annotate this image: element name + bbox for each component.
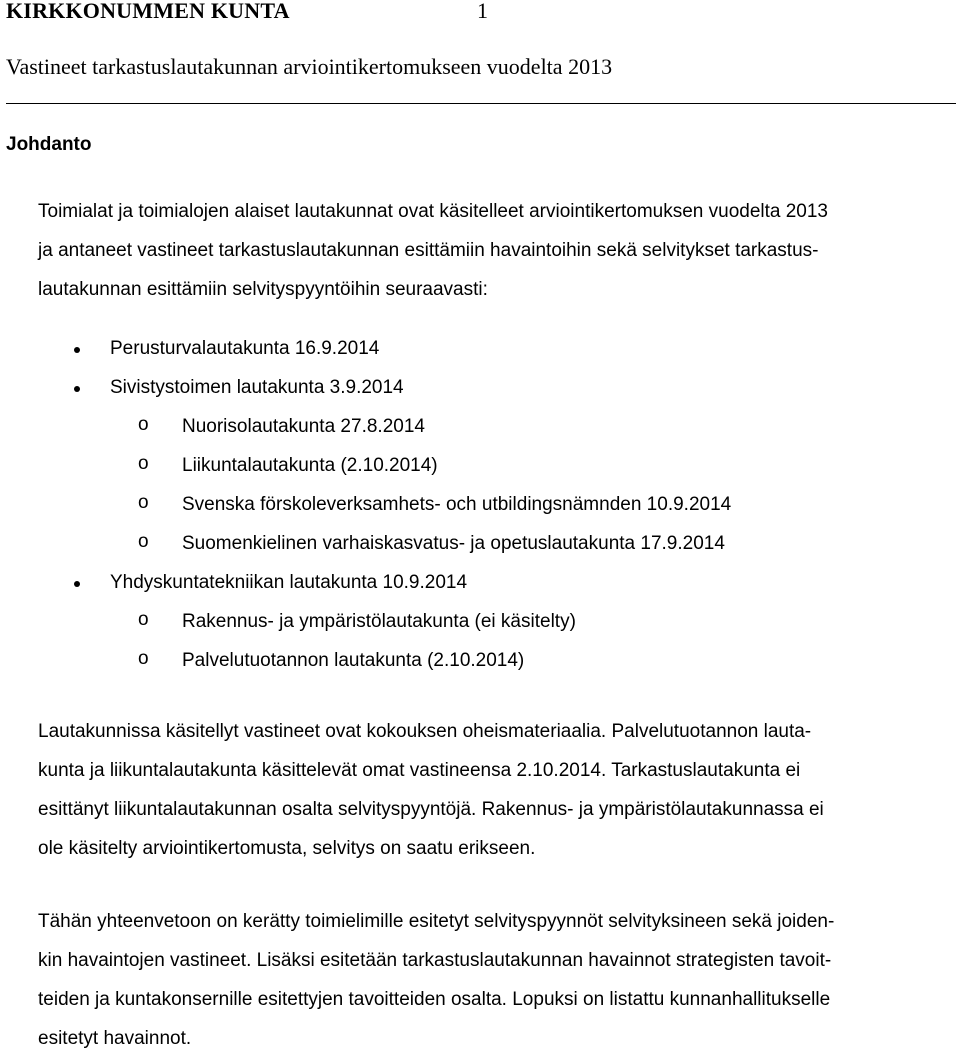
sub-bullet-marker: o	[138, 492, 149, 513]
sub-bullet-marker: o	[138, 531, 149, 552]
paragraph-line: lautakunnan esittämiin selvityspyyntöihin seuraavasti:	[38, 279, 488, 300]
list-item: Rakennus- ja ympäristölautakunta (ei käsitelty)	[182, 611, 576, 632]
list-item: Palvelutuotannon lautakunta (2.10.2014)	[182, 650, 525, 671]
paragraph-line: Toimialat ja toimialojen alaiset lautakunnat ovat käsitelleet arviointikertomuksen vuodelta 2013	[38, 201, 829, 222]
bullet-marker	[74, 581, 80, 587]
municipality-name: KIRKKONUMMEN KUNTA	[6, 0, 290, 23]
sub-bullet-marker: o	[138, 609, 149, 630]
sub-bullet-marker: o	[138, 414, 149, 435]
paragraph-line: ole käsitelty arviointikertomusta, selvitys on saatu erikseen.	[38, 838, 536, 859]
page-number: 1	[477, 0, 488, 23]
paragraph-line: Lautakunnissa käsitellyt vastineet ovat kokouksen oheismateriaalia. Palvelutuotannon lauta-	[38, 721, 812, 742]
list-item: Perusturvalautakunta 16.9.2014	[110, 338, 380, 359]
paragraph-line: kin havaintojen vastineet. Lisäksi esitetään tarkastuslautakunnan havainnot strategisten tavoit-	[38, 950, 832, 971]
list-item: Liikuntalautakunta (2.10.2014)	[182, 455, 438, 476]
list-item: Nuorisolautakunta 27.8.2014	[182, 416, 425, 437]
list-item: Yhdyskuntatekniikan lautakunta 10.9.2014	[110, 572, 468, 593]
paragraph-line: esittänyt liikuntalautakunnan osalta selvityspyyntöjä. Rakennus- ja ympäristölautakunnassa ei	[38, 799, 824, 820]
paragraph-line: kunta ja liikuntalautakunta käsittelevät omat vastineensa 2.10.2014. Tarkastuslautakunta ei	[38, 760, 801, 781]
paragraph-line: Tähän yhteenvetoon on kerätty toimielimille esitetyt selvityspyynnöt selvityksineen sekä joiden-	[38, 911, 835, 932]
body-paragraph	[38, 712, 824, 868]
paragraph-line: ja antaneet vastineet tarkastuslautakunnan esittämiin havaintoihin sekä selvitykset tarkastus-	[38, 240, 819, 261]
paragraph-line: teiden ja kuntakonsernille esitettyjen tavoitteiden osalta. Lopuksi on listattu kunnanhallitukselle	[38, 989, 831, 1010]
bullet-marker	[74, 386, 80, 392]
sub-bullet-marker: o	[138, 453, 149, 474]
bullet-marker	[74, 347, 80, 353]
section-heading: Johdanto	[6, 134, 92, 155]
intro-paragraph	[38, 192, 828, 309]
list-item: Svenska förskoleverksamhets- och utbildingsnämnden 10.9.2014	[182, 494, 732, 515]
header-divider	[6, 103, 956, 104]
sub-bullet-marker: o	[138, 648, 149, 669]
paragraph-line: esitetyt havainnot.	[38, 1028, 192, 1049]
list-item: Suomenkielinen varhaiskasvatus- ja opetuslautakunta 17.9.2014	[182, 533, 725, 554]
body-paragraph	[38, 902, 834, 1058]
document-subtitle: Vastineet tarkastuslautakunnan arviointikertomukseen vuodelta 2013	[6, 54, 613, 79]
list-item: Sivistystoimen lautakunta 3.9.2014	[110, 377, 404, 398]
